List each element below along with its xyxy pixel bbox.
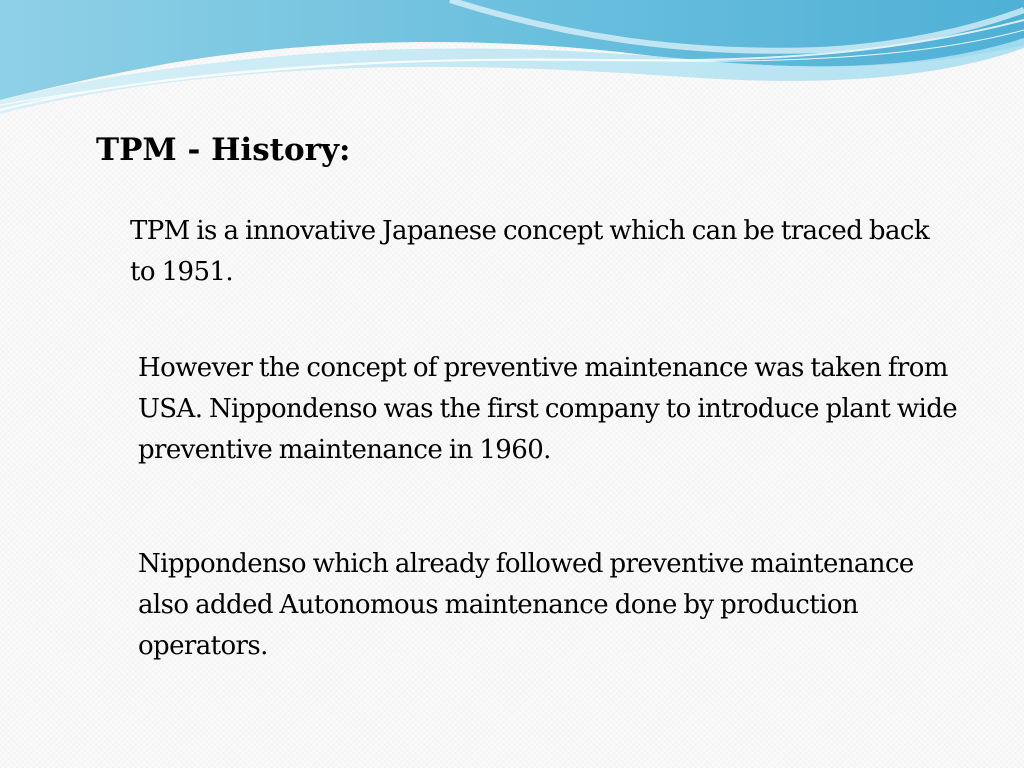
wave-header-decoration: [0, 0, 1024, 120]
paragraph-autonomous-maintenance: Nippondenso which already followed preventive maintenance also added Autonomous maintenance done by production operators.: [138, 549, 914, 661]
slide-title: TPM - History:: [96, 132, 351, 168]
paragraph-preventive-maintenance: However the concept of preventive maintenance was taken from USA. Nippondenso was the first company to introduce plant wide preventive maintenance in 1960.: [138, 353, 958, 465]
paragraph-origin: TPM is a innovative Japanese concept which can be traced back to 1951.: [130, 216, 929, 287]
